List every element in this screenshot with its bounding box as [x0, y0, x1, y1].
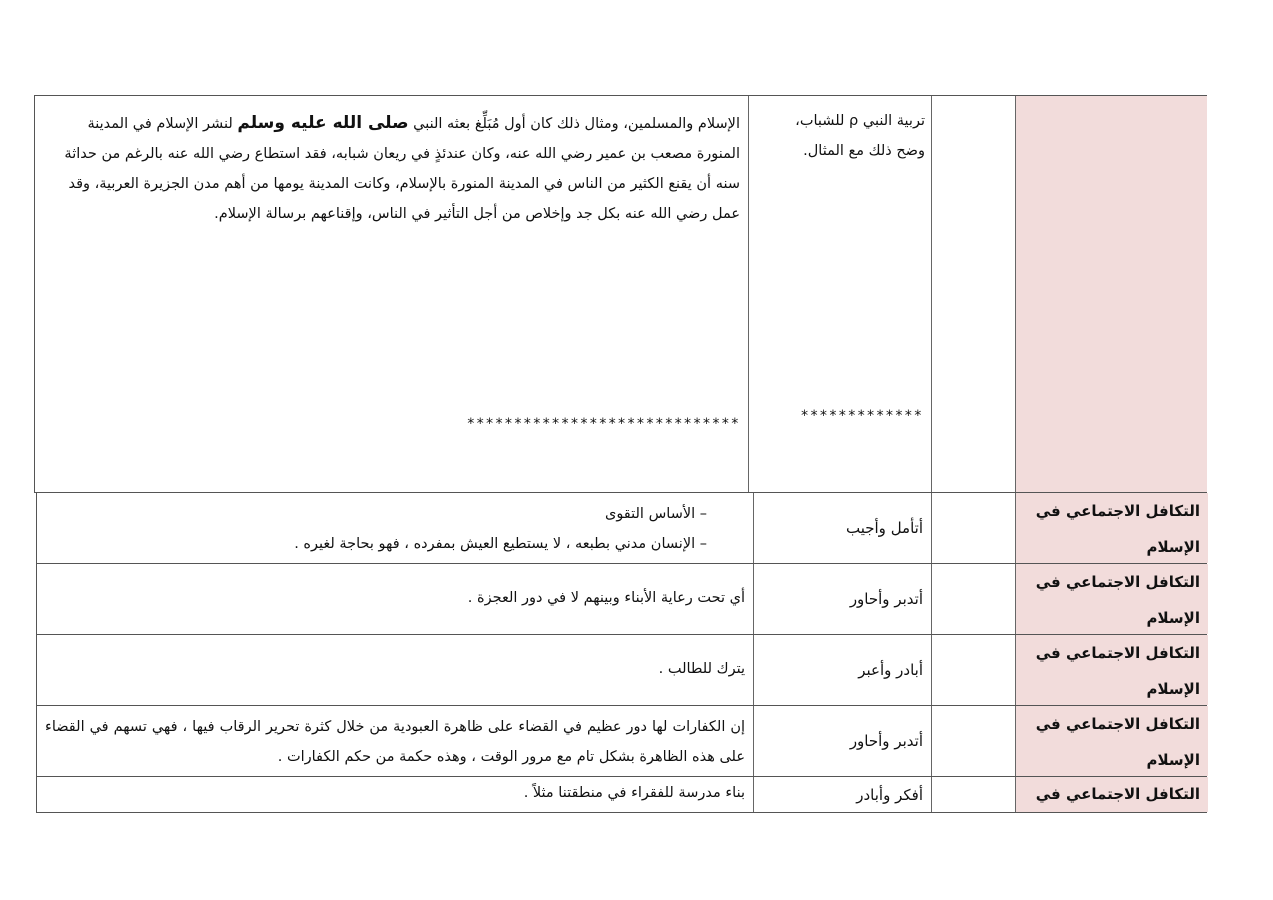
question-line-1: تربية النبي ρ للشباب،: [795, 113, 925, 129]
table-row: [36, 492, 1207, 564]
answer-text: [50, 108, 740, 229]
topic-cell: [1015, 96, 1207, 492]
topic-label: التكافل الاجتماعي في الإسلام: [1035, 573, 1200, 627]
activity-cell: [753, 493, 931, 563]
empty-cell: [931, 777, 1015, 812]
topic-label: التكافل الاجتماعي في: [1035, 785, 1200, 803]
table-row-top: [34, 95, 1207, 493]
topic-cell: [1015, 564, 1208, 634]
answer-cell: [37, 706, 753, 776]
topic-label: التكافل الاجتماعي في الإسلام: [1035, 644, 1200, 698]
answer-cell: [37, 493, 753, 563]
answer-cell: [37, 777, 753, 812]
empty-cell: [931, 96, 1015, 492]
question-cell: [748, 96, 931, 492]
empty-cell: [931, 564, 1015, 634]
honorific-text: صلى الله عليه وسلم: [237, 113, 409, 133]
activity-label: أبادر وأعبر: [858, 661, 923, 679]
answer-cell: [35, 96, 748, 492]
answer-text: [294, 499, 707, 559]
activity-cell: [753, 635, 931, 705]
activity-cell: [753, 777, 931, 812]
activity-label: أتدبر وأحاور: [849, 732, 923, 750]
topic-label: التكافل الاجتماعي في الإسلام: [1035, 715, 1200, 769]
table-row: [36, 776, 1207, 813]
activity-label: أتأمل وأجيب: [845, 519, 923, 537]
question-line-2: وضح ذلك مع المثال.: [803, 143, 925, 159]
activity-label: أفكر وأبادر: [856, 785, 923, 804]
question-stars: *************: [800, 408, 923, 424]
answer-line-2: – الإنسان مدني بطبعه ، لا يستطيع العيش بمفرده ، فهو بحاجة لغيره .: [294, 536, 707, 552]
answer-text: إن الكفارات لها دور عظيم في القضاء على ظاهرة العبودية من خلال كثرة تحرير الرقاب فيها ، فهي تسهم في القضاء على هذه الظاهرة بشكل تام مع مرور الوقت ، وهذه حكمة من حكم الكفارات .: [45, 719, 745, 765]
topic-cell: [1015, 635, 1208, 705]
answer-part-2: لنشر الإسلام في المدينة المنورة مصعب بن عمير رضي الله عنه، وكان عندئذٍ في ريعان شبابه، فقد استطاع رضي الله عنه بالرغم من حداثة سنه أن يقنع الكثير من الناس في المدينة المنورة بالإسلام، وكانت المدينة يومها من أهم مدن الجزيرة العربية، وقد عمل رضي الله عنه بكل جد وإخلاص من أجل التأثير في الناس، وإقناعهم برسالة الإسلام.: [64, 116, 740, 222]
topic-cell: [1015, 777, 1208, 812]
answer-text: أي تحت رعاية الأبناء وبينهم لا في دور العجزة .: [467, 590, 745, 606]
answer-stars: *****************************: [466, 416, 740, 432]
answer-cell: [37, 564, 753, 634]
topic-cell: [1015, 493, 1208, 563]
answer-part-1: الإسلام والمسلمين، ومثال ذلك كان أول مُبَلِّغ بعثه النبي: [413, 116, 740, 132]
topic-label: التكافل الاجتماعي في الإسلام: [1035, 502, 1200, 556]
table-row: [36, 563, 1207, 635]
table-row: [36, 634, 1207, 706]
empty-cell: [931, 635, 1015, 705]
table-row: [36, 705, 1207, 777]
empty-cell: [931, 706, 1015, 776]
activity-label: أتدبر وأحاور: [849, 590, 923, 608]
activity-cell: [753, 564, 931, 634]
question-text: [755, 106, 925, 166]
activity-cell: [753, 706, 931, 776]
answer-text: بناء مدرسة للفقراء في منطقتنا مثلاً .: [523, 785, 745, 801]
answer-text: يترك للطالب .: [658, 661, 745, 677]
topic-cell: [1015, 706, 1208, 776]
answer-cell: [37, 635, 753, 705]
empty-cell: [931, 493, 1015, 563]
answer-line-1: – الأساس التقوى: [604, 506, 707, 522]
